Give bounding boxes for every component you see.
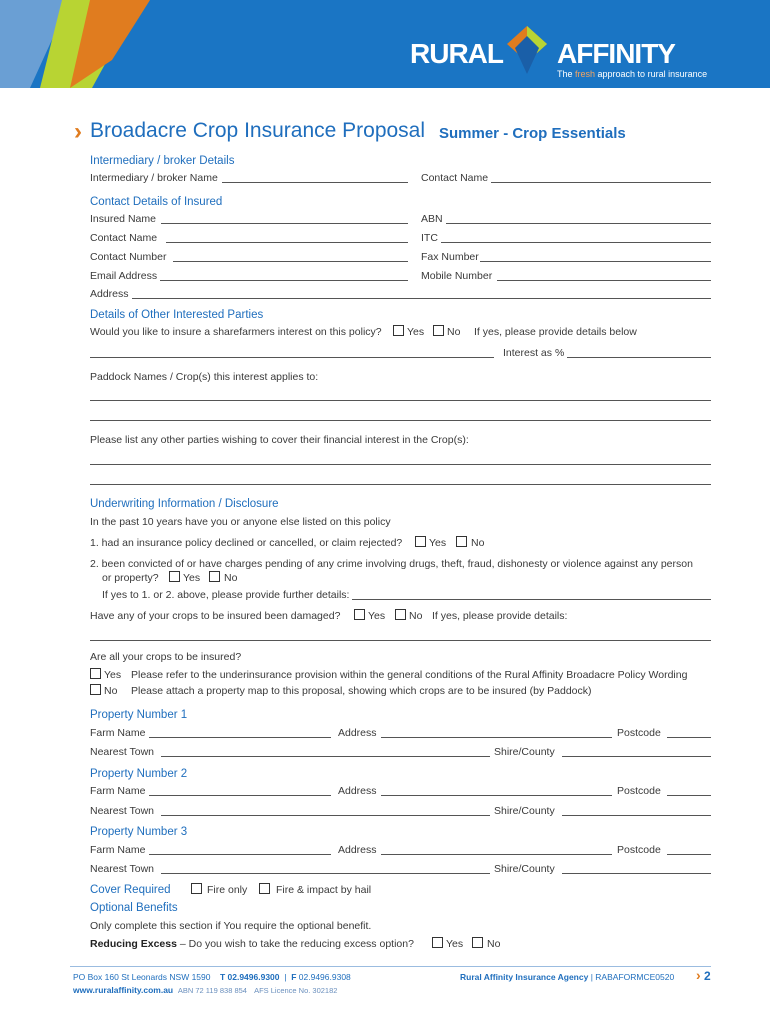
q1-yes-label: Yes <box>429 537 447 549</box>
property-1-postcode-label: Postcode <box>617 727 661 739</box>
sharefarmer-no-checkbox[interactable] <box>433 325 444 336</box>
broker-contact-label: Contact Name <box>421 172 489 184</box>
section-contact: Contact Details of Insured <box>90 196 223 208</box>
address-field[interactable] <box>132 298 711 299</box>
broker-contact-field[interactable] <box>491 182 711 183</box>
mobile-field[interactable] <box>497 280 711 281</box>
all-crops-no-label: No <box>104 685 118 697</box>
property-1-shire-field[interactable] <box>562 756 711 757</box>
property-3-postcode-field[interactable] <box>667 854 711 855</box>
property-2-shire-label: Shire/County <box>494 805 555 817</box>
interest-field[interactable] <box>567 357 711 358</box>
fax-label: Fax Number <box>421 251 479 263</box>
other-parties-label: Please list any other parties wishing to cover their financial interest in the Crop(s): <box>90 434 469 446</box>
all-crops-yes-note: Please refer to the underinsurance provision within the general conditions of the Rural Affinity Broadacre Policy Wording <box>131 669 688 681</box>
paddock-field-1[interactable] <box>90 400 711 401</box>
all-crops-question: Are all your crops to be insured? <box>90 651 242 663</box>
footer-web-line: www.ruralaffinity.com.au ABN 72 119 838 854 AFS Licence No. 302182 <box>73 985 338 995</box>
paddock-label: Paddock Names / Crop(s) this interest applies to: <box>90 371 319 383</box>
property-3-address-label: Address <box>338 844 377 856</box>
property-3-postcode-label: Postcode <box>617 844 661 856</box>
damaged-question: Have any of your crops to be insured been damaged? <box>90 610 341 622</box>
damaged-yes-label: Yes <box>368 610 386 622</box>
property-2-farm-label: Farm Name <box>90 785 146 797</box>
tagline: The fresh approach to rural insurance <box>557 69 708 79</box>
header-decoration <box>0 0 160 88</box>
broker-name-field[interactable] <box>222 182 408 183</box>
optional-heading: Optional Benefits <box>90 902 178 914</box>
damaged-note: If yes, please provide details: <box>432 610 568 622</box>
q2-yes-label: Yes <box>183 572 201 584</box>
q2-no-checkbox[interactable] <box>209 571 220 582</box>
itc-label: ITC <box>421 232 438 244</box>
footer-agency: Rural Affinity Insurance Agency | RABAFORMCE0520 <box>460 972 675 982</box>
property-1-heading: Property Number 1 <box>90 709 188 721</box>
property-3-heading: Property Number 3 <box>90 826 188 838</box>
mobile-label: Mobile Number <box>421 270 493 282</box>
property-3-shire-field[interactable] <box>562 873 711 874</box>
property-2-shire-field[interactable] <box>562 815 711 816</box>
all-crops-yes-checkbox[interactable] <box>90 668 101 679</box>
footer-contact: PO Box 160 St Leonards NSW 1590 T 02.9496.9300 | F 02.9496.9308 <box>73 972 351 982</box>
email-label: Email Address <box>90 270 158 282</box>
excess-no-label: No <box>487 938 501 950</box>
broker-name-label: Intermediary / broker Name <box>90 172 218 184</box>
property-2-postcode-label: Postcode <box>617 785 661 797</box>
page-title: Broadacre Crop Insurance Proposal <box>90 119 426 142</box>
damaged-no-label: No <box>409 610 423 622</box>
page-number: 2 <box>704 969 711 983</box>
section-intermediary: Intermediary / broker Details <box>90 155 235 167</box>
sharefarmer-yes-checkbox[interactable] <box>393 325 404 336</box>
reducing-excess-question: Reducing Excess – Do you wish to take the reducing excess option? <box>90 938 414 950</box>
insured-name-label: Insured Name <box>90 213 156 225</box>
itc-field[interactable] <box>441 242 711 243</box>
abn-label: ABN <box>421 213 443 225</box>
sharefarmer-no-label: No <box>447 326 461 338</box>
q2-text: 2. been convicted of or have charges pending of any crime involving drugs, theft, fraud, dishonesty or violence against any person <box>90 558 693 570</box>
fire-hail-checkbox[interactable] <box>259 883 270 894</box>
property-1-farm-field[interactable] <box>149 737 331 738</box>
property-3-farm-field[interactable] <box>149 854 331 855</box>
all-crops-no-note: Please attach a property map to this proposal, showing which crops are to be insured (by Paddock) <box>131 685 592 697</box>
fire-only-label: Fire only <box>207 884 248 896</box>
property-3-address-field[interactable] <box>381 854 612 855</box>
interest-label: Interest as % <box>503 347 565 359</box>
paddock-field-2[interactable] <box>90 420 711 421</box>
property-3-shire-label: Shire/County <box>494 863 555 875</box>
underwriting-intro: In the past 10 years have you or anyone else listed on this policy <box>90 516 391 528</box>
excess-yes-checkbox[interactable] <box>432 937 443 948</box>
page-subtitle: Summer - Crop Essentials <box>439 125 626 142</box>
brand-right: AFFINITY <box>557 38 675 69</box>
excess-yes-label: Yes <box>446 938 464 950</box>
footer-arrow: › <box>696 967 701 983</box>
sharefarmer-yes-label: Yes <box>407 326 425 338</box>
property-3-town-field[interactable] <box>161 873 490 874</box>
property-1-town-field[interactable] <box>161 756 490 757</box>
all-crops-no-checkbox[interactable] <box>90 684 101 695</box>
property-1-town-label: Nearest Town <box>90 746 155 758</box>
sharefarmer-question: Would you like to insure a sharefarmers interest on this policy? <box>90 326 382 338</box>
further-details-label: If yes to 1. or 2. above, please provide further details: <box>102 589 350 601</box>
property-2-town-label: Nearest Town <box>90 805 155 817</box>
fax-field[interactable] <box>480 261 711 262</box>
property-1-postcode-field[interactable] <box>667 737 711 738</box>
damaged-no-checkbox[interactable] <box>395 609 406 620</box>
property-1-farm-label: Farm Name <box>90 727 146 739</box>
contact-name-label: Contact Name <box>90 232 158 244</box>
section-underwriting: Underwriting Information / Disclosure <box>90 498 279 510</box>
optional-note: Only complete this section if You require the optional benefit. <box>90 920 372 932</box>
sharefarmer-note: If yes, please provide details below <box>474 326 637 338</box>
damaged-yes-checkbox[interactable] <box>354 609 365 620</box>
further-details-field[interactable] <box>352 599 711 600</box>
other-parties-field-1[interactable] <box>90 464 711 465</box>
property-2-address-label: Address <box>338 785 377 797</box>
q1-no-checkbox[interactable] <box>456 536 467 547</box>
brand-left: RURAL <box>410 38 503 69</box>
excess-no-checkbox[interactable] <box>472 937 483 948</box>
property-3-town-label: Nearest Town <box>90 863 155 875</box>
q1-yes-checkbox[interactable] <box>415 536 426 547</box>
q2-no-label: No <box>224 572 238 584</box>
contact-number-field[interactable] <box>173 261 408 262</box>
footer-divider <box>70 966 711 967</box>
abn-field[interactable] <box>446 223 711 224</box>
property-1-address-label: Address <box>338 727 377 739</box>
property-2-town-field[interactable] <box>161 815 490 816</box>
damaged-details-field[interactable] <box>90 640 711 641</box>
q2-text-cont: or property? <box>102 572 159 584</box>
property-3-farm-label: Farm Name <box>90 844 146 856</box>
address-label: Address <box>90 288 129 300</box>
logo-icon <box>503 22 551 78</box>
other-parties-field-2[interactable] <box>90 484 711 485</box>
contact-name-field[interactable] <box>166 242 408 243</box>
q1-no-label: No <box>471 537 485 549</box>
property-2-farm-field[interactable] <box>149 795 331 796</box>
email-field[interactable] <box>160 280 408 281</box>
property-1-shire-label: Shire/County <box>494 746 555 758</box>
title-chevron: › <box>74 118 82 145</box>
section-parties: Details of Other Interested Parties <box>90 309 264 321</box>
property-2-heading: Property Number 2 <box>90 768 188 780</box>
fire-hail-label: Fire & impact by hail <box>276 884 372 896</box>
all-crops-yes-label: Yes <box>104 669 122 681</box>
property-1-address-field[interactable] <box>381 737 612 738</box>
cover-heading: Cover Required <box>90 884 171 896</box>
property-2-address-field[interactable] <box>381 795 612 796</box>
insured-name-field[interactable] <box>161 223 408 224</box>
q2-yes-checkbox[interactable] <box>169 571 180 582</box>
fire-only-checkbox[interactable] <box>191 883 202 894</box>
q1-text: 1. had an insurance policy declined or cancelled, or claim rejected? <box>90 537 403 549</box>
property-2-postcode-field[interactable] <box>667 795 711 796</box>
website-link[interactable]: www.ruralaffinity.com.au <box>73 985 174 995</box>
sharefarmer-details-field[interactable] <box>90 357 494 358</box>
contact-number-label: Contact Number <box>90 251 167 263</box>
